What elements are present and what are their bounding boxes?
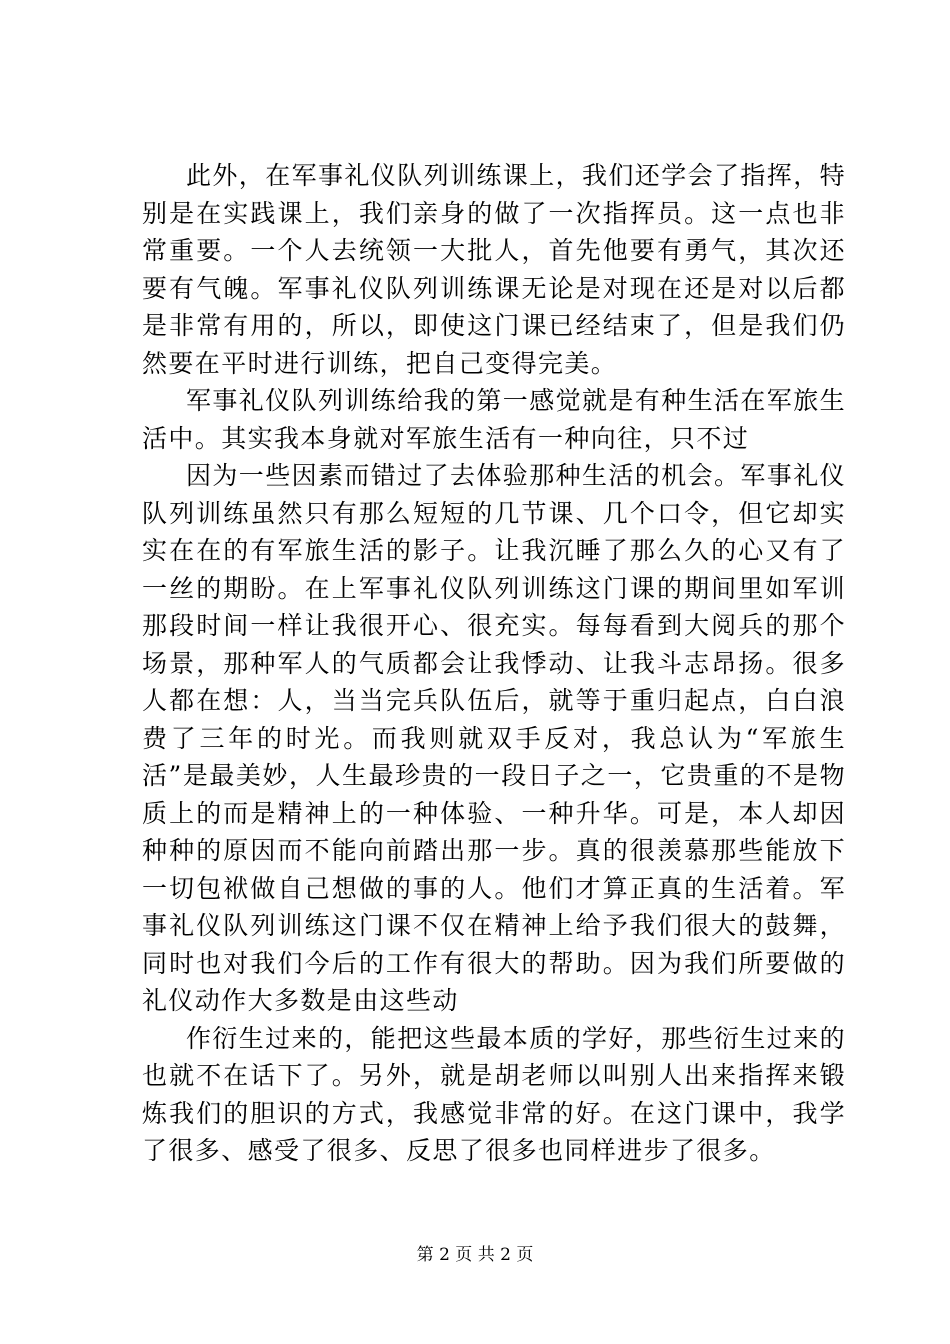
document-body [142, 157, 846, 1170]
paragraph-2: 军事礼仪队列训练给我的第一感觉就是有种生活在军旅生活中。其实我本身就对军旅生活有一种向往，只不过 [142, 386, 847, 453]
paragraph-4: 作衍生过来的，能把这些最本质的学好，那些衍生过来的也就不在话下了。另外，就是胡老师以叫别人出来指挥来锻炼我们的胆识的方式，我感觉非常的好。在这门课中，我学了很多、感受了很多、反思了很多也同样进步了很多。 [142, 1023, 847, 1165]
paragraph-3: 因为一些因素而错过了去体验那种生活的机会。军事礼仪队列训练虽然只有那么短短的几节课、几个口令，但它却实实在在的有军旅生活的影子。让我沉睡了那么久的心又有了一丝的期盼。在上军事礼仪队列训练这门课的期间里如军训那段时间一样让我很开心、很充实。每每看到大阅兵的那个场景，那种军人的气质都会让我悸动、让我斗志昂扬。很多人都在想：人，当当完兵队伍后，就等于重归起点，白白浪费了三年的时光。而我则就双手反对，我总认为“军旅生活”是最美妙，人生最珍贵的一段日子之一，它贵重的不是物质上的而是精神上的一种体验、一种升华。可是，本人却因种种的原因而不能向前踏出那一步。真的很羡慕那些能放下一切包袱做自己想做的事的人。他们才算正真的生活着。军事礼仪队列训练这门课不仅在精神上给予我们很大的鼓舞，同时也对我们今后的工作有很大的帮助。因为我们所要做的礼仪动作大多数是由这些动 [142, 461, 847, 1015]
paragraph-1: 此外，在军事礼仪队列训练课上，我们还学会了指挥，特别是在实践课上，我们亲身的做了一次指挥员。这一点也非常重要。一个人去统领一大批人，首先他要有勇气，其次还要有气魄。军事礼仪队列训练课无论是对现在还是对以后都是非常有用的，所以，即使这门课已经结束了，但是我们仍然要在平时进行训练，把自己变得完美。 [142, 161, 847, 378]
page-footer: 第 2 页 共 2 页 [416, 1245, 534, 1265]
